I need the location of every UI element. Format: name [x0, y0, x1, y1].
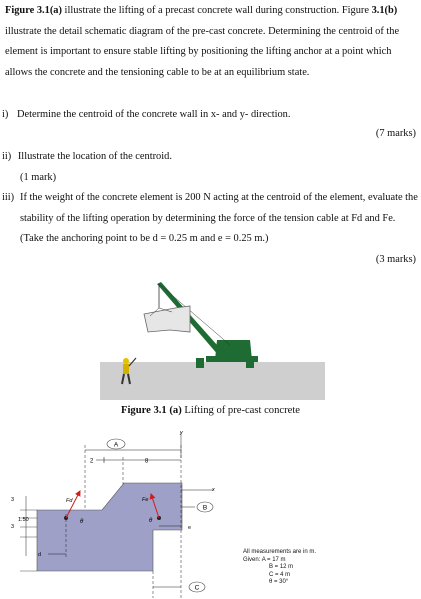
label-fd: Fd — [66, 498, 73, 504]
given-line-1: B = 12 m — [269, 564, 294, 571]
intro-text-2: illustrate the detail schematic diagram of the pre-cast concrete. Determining the centroid of the element is important to ensure stable lifting by positioning the lifting anchor at a point which allows the concrete and the tensioning cable to be at an equilibrium state. — [5, 25, 400, 78]
question-3-marks: (3 marks) — [375, 254, 416, 265]
dim-2: 2 — [90, 458, 94, 465]
question-1 — [2, 108, 290, 122]
question-1-number: i) — [2, 109, 9, 120]
intro-paragraph — [5, 1, 417, 83]
question-1-marks: (7 marks) — [375, 128, 416, 139]
question-1-text: Determine the centroid of the concrete wall in x- and y- direction. — [16, 109, 291, 120]
label-e: e — [188, 525, 192, 531]
question-2-text: Illustrate the location of the centroid. — [17, 151, 172, 162]
given-note: All measurements are in m. — [243, 549, 317, 555]
label-a: A — [113, 441, 119, 449]
crane-illustration — [100, 270, 325, 400]
intro-text-1: illustrate the lifting of a precast concrete wall during construction. Figure — [61, 5, 372, 16]
concrete-shape — [37, 483, 182, 571]
given-line-3: θ = 30° — [269, 579, 289, 586]
figure-caption — [0, 405, 421, 416]
axis-x-label: x — [212, 487, 215, 493]
figure-caption-label: Figure 3.1 (a) — [121, 405, 182, 416]
axis-y-label: y — [180, 430, 183, 436]
dim-1-50: 1.50 — [18, 517, 29, 523]
question-3-text: If the weight of the concrete element is 200 N acting at the centroid of the element, evaluate the stability of the lifting operation by determining the force of the tension cable at Fd and Fe. (Take the anchoring point to be d = 0.25 m and e = 0.25 m.) — [20, 192, 418, 245]
theta-2: θ — [149, 518, 153, 524]
label-b: B — [202, 504, 208, 512]
question-2-number: ii) — [2, 151, 12, 162]
dim-8: 8 — [145, 458, 149, 465]
label-c: C — [194, 584, 200, 592]
label-d: d — [38, 552, 42, 558]
label-fe: Fe — [142, 497, 149, 503]
question-2-marks: (1 mark) — [20, 172, 57, 183]
question-3-number: iii) — [2, 192, 15, 203]
given-line-2: C = 4 m — [269, 571, 291, 578]
dim-3-bottom: 3 — [11, 524, 15, 530]
fig-b-ref: 3.1(b) — [371, 5, 398, 16]
figure-caption-text: Lifting of pre-cast concrete — [181, 405, 300, 416]
schematic-diagram — [0, 428, 421, 599]
ground — [100, 362, 325, 400]
fig-a-ref: Figure 3.1(a) — [5, 5, 62, 16]
dim-3-top: 3 — [11, 497, 15, 503]
given-prefix: Given: — [243, 556, 261, 563]
question-2 — [2, 150, 172, 164]
given-block — [243, 549, 316, 587]
given-line-0: A = 17 m — [261, 556, 286, 563]
theta-1: θ — [80, 519, 84, 525]
